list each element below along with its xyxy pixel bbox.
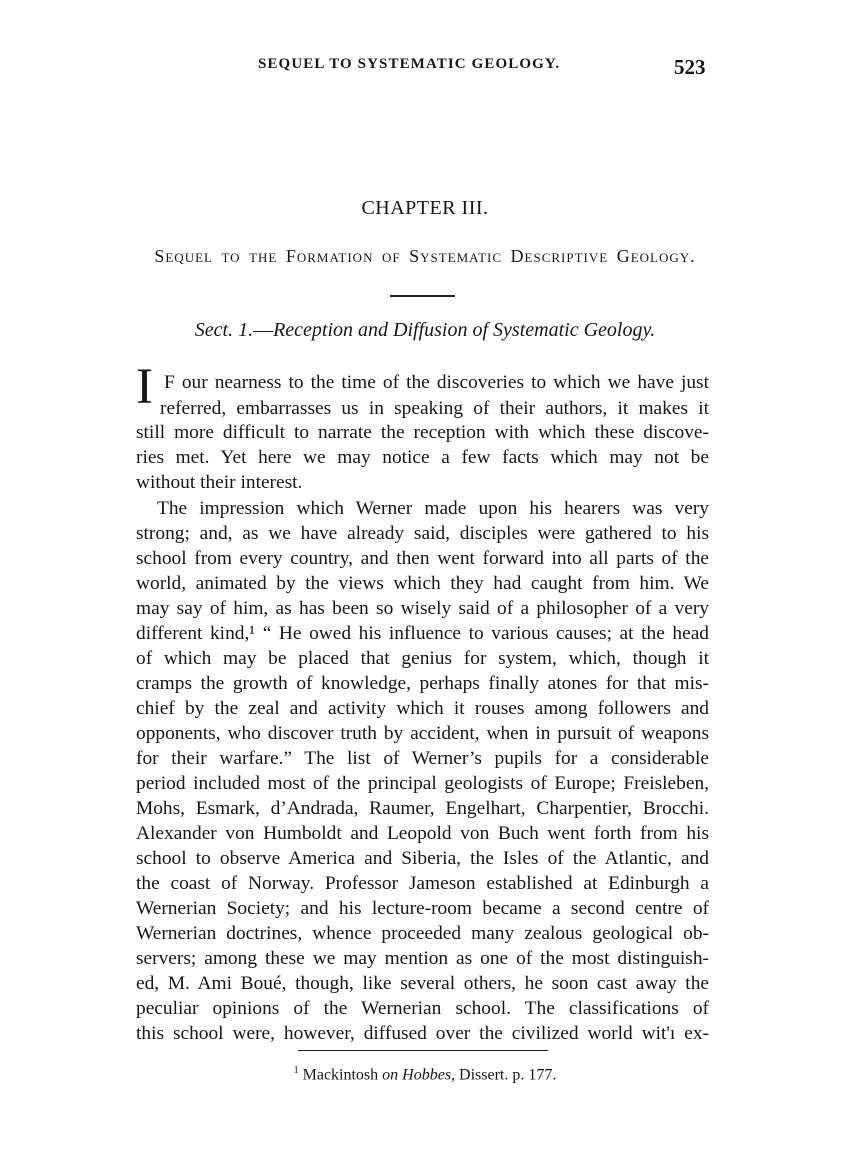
text-line: Mohs, Esmark, d’Andrada, Raumer, Engelhart, Charpentier, Brocchi.: [136, 798, 709, 819]
text-line: strong; and, as we have already said, disciples were gathered to his: [136, 523, 709, 544]
text-line: this school were, however, diffused over the civilized world wit'ı ex-: [136, 1023, 709, 1044]
text-line: school from every country, and then went forward into all parts of the: [136, 548, 709, 569]
chapter-subtitle: Sequel to the Formation of Systematic Descriptive Geology.: [154, 246, 696, 266]
text-line: of which may be placed that genius for system, which, though it: [136, 648, 709, 669]
footnote-reference: Dissert. p. 177.: [459, 1066, 557, 1084]
text-line: the coast of Norway. Professor Jameson established at Edinburgh a: [136, 873, 709, 894]
drop-cap: I: [136, 359, 153, 415]
text-line: period included most of the principal geologists of Europe; Freisleben,: [136, 773, 709, 794]
footnote-work: Hobbes,: [402, 1066, 456, 1084]
text-line: still more difficult to narrate the reception with which these discove-: [136, 422, 709, 443]
page-number: 523: [674, 55, 706, 79]
text-line: F our nearness to the time of the discoveries to which we have just: [164, 372, 709, 393]
text-line: ries met. Yet here we may notice a few facts which may not be: [136, 447, 709, 468]
text-line: chief by the zeal and activity which it rouses among followers and: [136, 698, 709, 719]
text-line: without their interest.: [136, 472, 303, 493]
section-dash: —: [253, 319, 274, 341]
text-line: The impression which Werner made upon his hearers was very: [157, 498, 709, 519]
footnote-on: on: [382, 1066, 399, 1084]
footnote-marker: 1: [293, 1065, 299, 1076]
text-line: for their warfare.” The list of Werner’s pupils for a considerable: [136, 748, 709, 769]
text-line: referred, embarrasses us in speaking of their authors, it makes it: [160, 398, 709, 419]
section-heading: [0, 319, 850, 342]
footnote-rule: [298, 1050, 548, 1051]
text-line: Alexander von Humboldt and Leopold von Buch went forth from his: [136, 823, 709, 844]
text-line: may say of him, as has been so wisely said of a philosopher of a very: [136, 598, 709, 619]
text-line: Wernerian Society; and his lecture-room became a second centre of: [136, 898, 709, 919]
text-line: school to observe America and Siberia, the Isles of the Atlantic, and: [136, 848, 709, 869]
text-line: Wernerian doctrines, whence proceeded many zealous geological ob-: [136, 923, 709, 944]
text-line: peculiar opinions of the Wernerian school. The classifications of: [136, 998, 709, 1019]
text-line: servers; among these we may mention as one of the most distinguish-: [136, 948, 709, 969]
ornamental-rule: [390, 295, 455, 297]
footnote-author: Mackintosh: [302, 1066, 379, 1084]
text-line: cramps the growth of knowledge, perhaps finally atones for that mis-: [136, 673, 709, 694]
text-line: ed, M. Ami Boué, though, like several others, he soon cast away the: [136, 973, 709, 994]
running-head: SEQUEL TO SYSTEMATIC GEOLOGY.: [258, 56, 561, 72]
chapter-title: CHAPTER III.: [361, 197, 489, 219]
section-title: Reception and Diffusion of Systematic Geology.: [273, 319, 656, 341]
text-line: world, animated by the views which they had caught from him. We: [136, 573, 709, 594]
section-label: Sect. 1.: [194, 319, 254, 341]
footnote: [0, 1065, 850, 1084]
text-line: opponents, who discover truth by accident, when in pursuit of weapons: [136, 723, 709, 744]
text-line: different kind,¹ “ He owed his influence to various causes; at the head: [136, 623, 709, 644]
